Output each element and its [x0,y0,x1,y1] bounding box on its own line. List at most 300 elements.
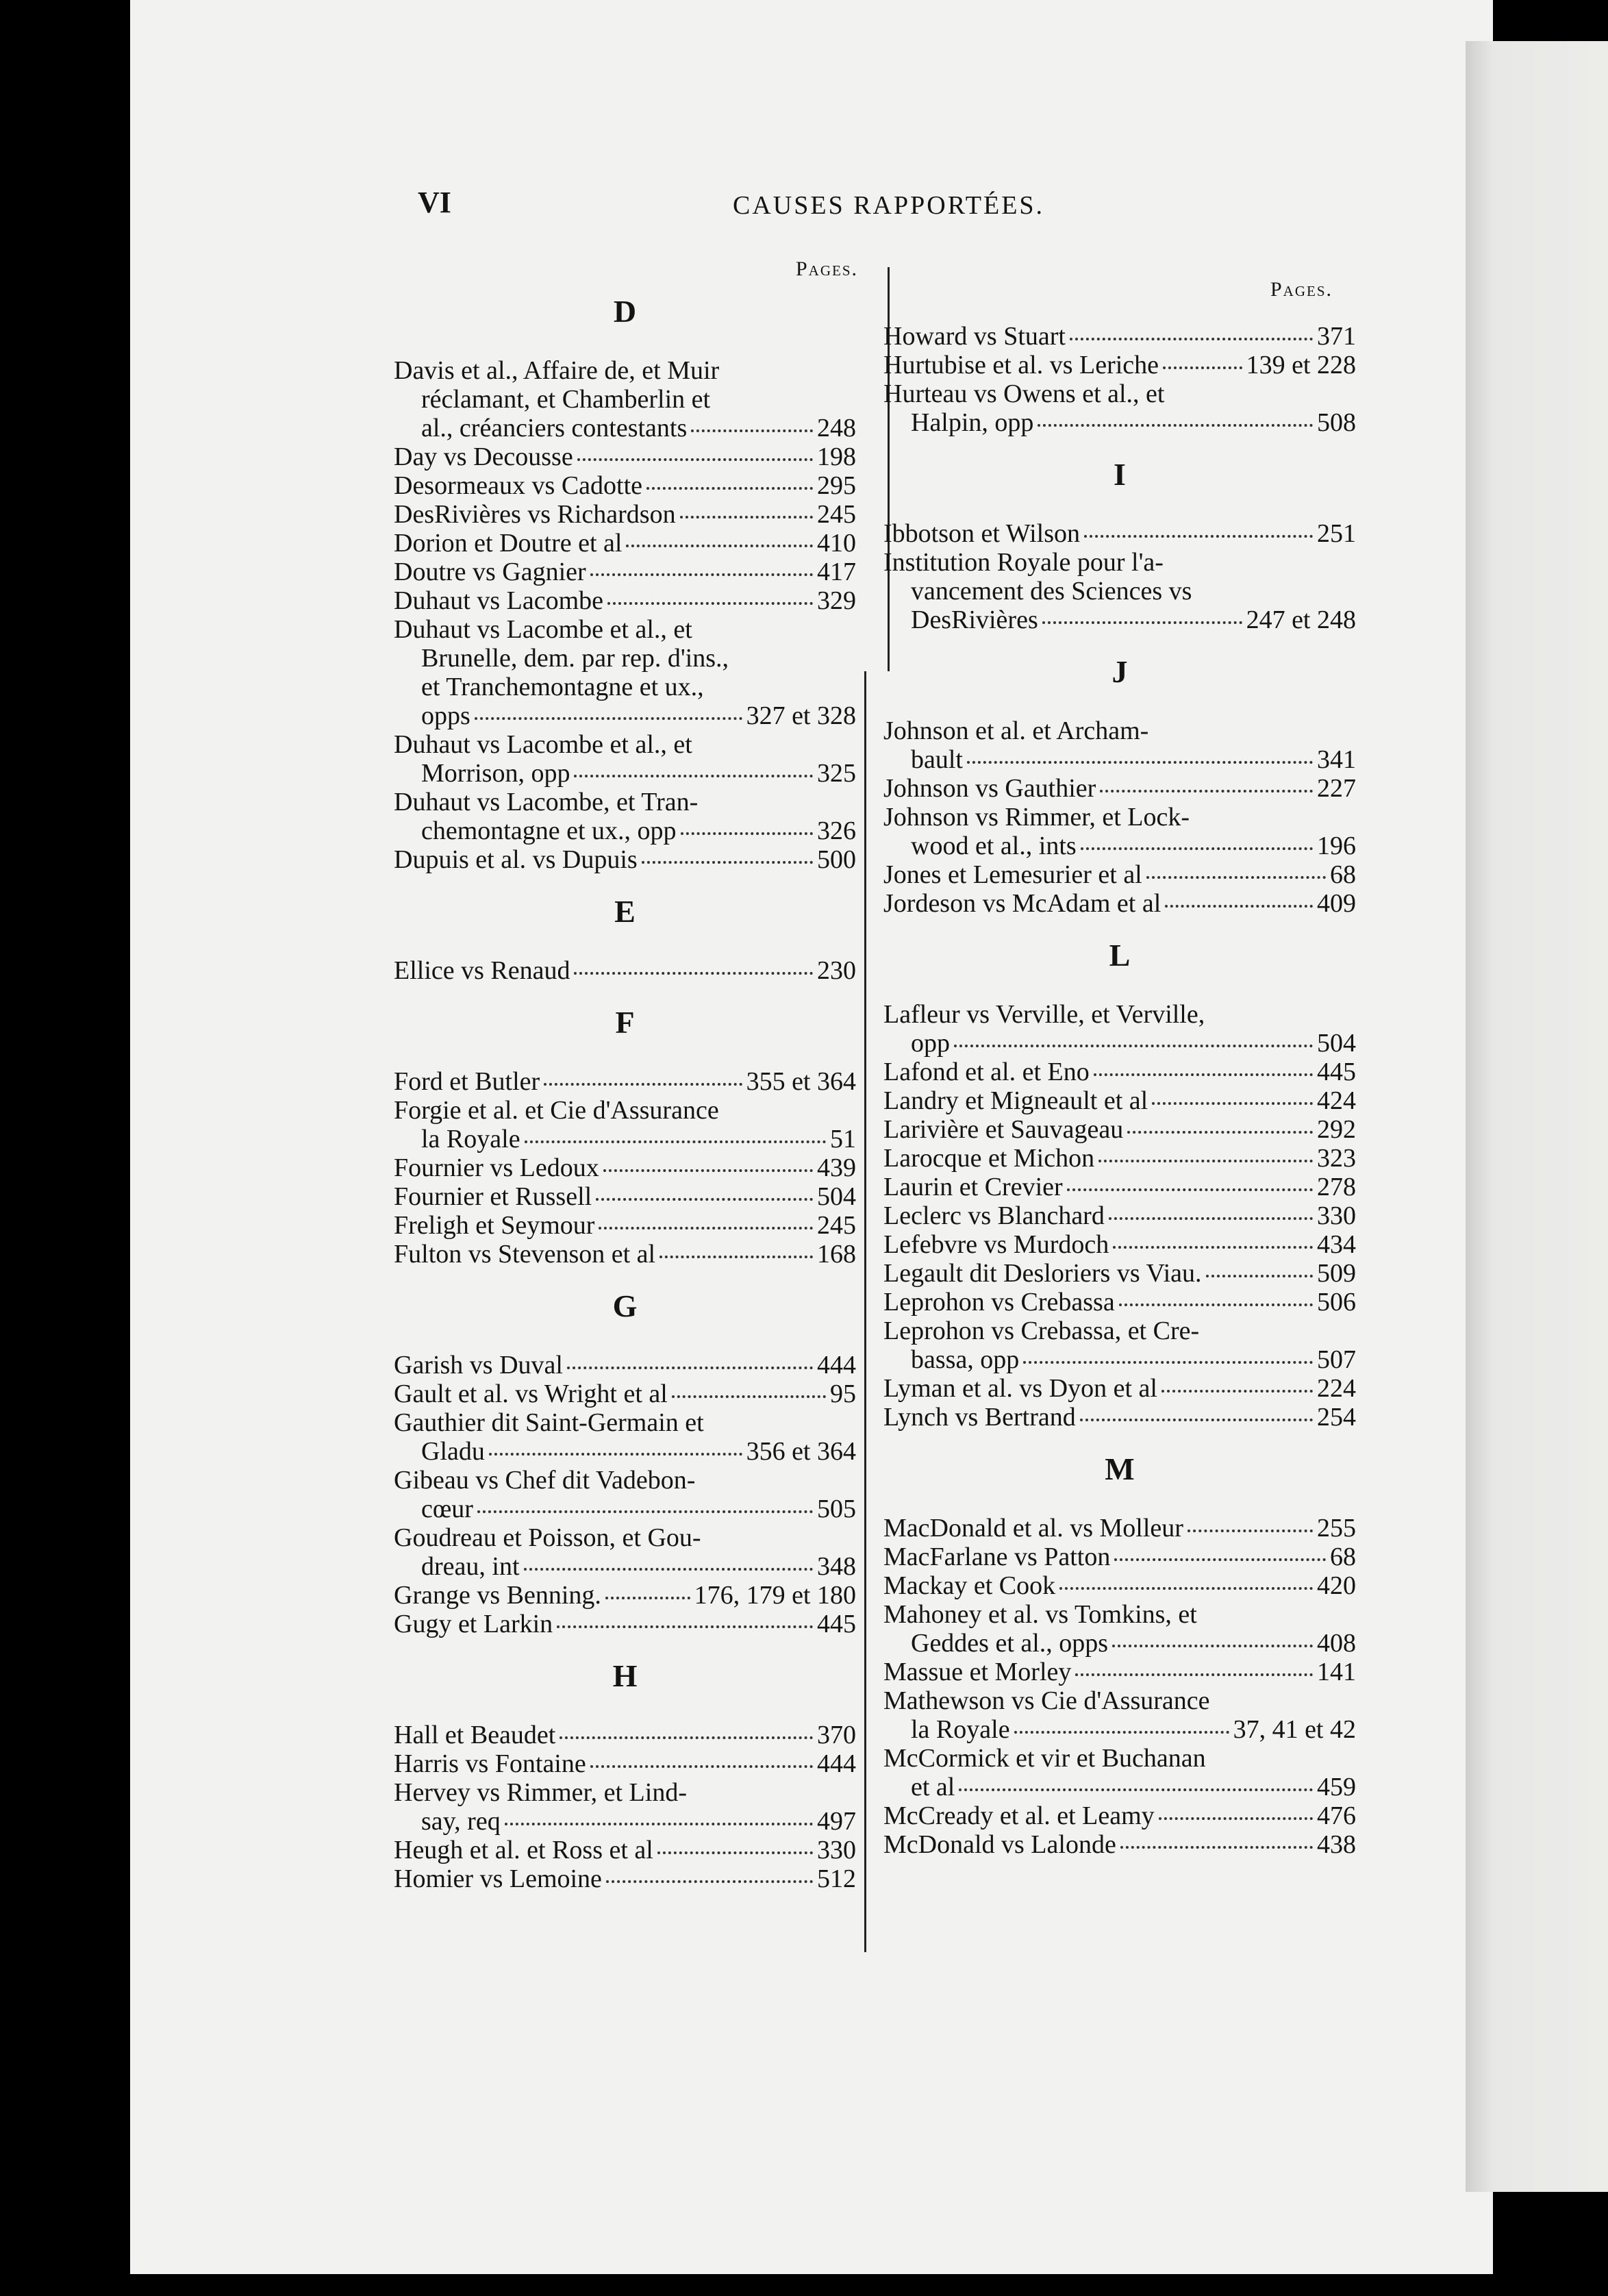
entry-line [883,519,1356,548]
case-name: dreau, int [421,1552,520,1581]
page-number: 278 [1317,1173,1356,1201]
dot-leader [603,1169,813,1172]
dot-leader [606,1880,813,1883]
dot-leader [657,1851,813,1854]
index-entry [883,1086,1356,1115]
page-number: 371 [1317,322,1356,351]
entry-line [883,1374,1356,1403]
entry-line [394,385,856,414]
index-entry [394,1240,856,1269]
page-number: 323 [1317,1144,1356,1173]
page-number: 176, 179 et 180 [694,1581,856,1610]
case-name: bassa, opp [911,1345,1020,1374]
entry-line [394,1495,856,1523]
case-name: Johnson vs Gauthier [883,774,1096,803]
page-number: 410 [817,529,856,558]
page-number: 408 [1317,1629,1356,1658]
dot-leader [1084,535,1313,538]
entry-line [883,774,1356,803]
index-entry [394,1610,856,1638]
case-name: Gault et al. vs Wright et al [394,1380,668,1408]
dot-leader [1042,621,1242,624]
entry-line [883,745,1356,774]
entry-line [883,1259,1356,1288]
dot-leader [1038,424,1313,427]
case-name: Dupuis et al. vs Dupuis [394,845,638,874]
entry-line [883,1201,1356,1230]
case-name: Legault dit Desloriers vs Viau. [883,1259,1202,1288]
index-entry [394,558,856,586]
page-number: 509 [1317,1259,1356,1288]
index-entry [883,1173,1356,1201]
index-entry [394,1351,856,1380]
index-entry [394,529,856,558]
case-name: Day vs Decousse [394,442,573,471]
page-number: 409 [1317,889,1356,918]
entry-line [883,1715,1356,1744]
page-number: 248 [817,414,856,442]
index-entry [394,1581,856,1610]
entry-line [394,845,856,874]
entry-line [883,1115,1356,1144]
case-name: McCormick et vir et Buchanan [883,1744,1206,1773]
page-number: 438 [1317,1830,1356,1859]
index-entry [883,1403,1356,1432]
index-section [883,322,1356,437]
entry-line [394,1807,856,1836]
case-name: Jones et Lemesurier et al [883,860,1142,889]
case-name: Leprohon vs Crebassa, et Cre- [883,1317,1200,1345]
case-name: Gugy et Larkin [394,1610,553,1638]
entry-line [883,1086,1356,1115]
page-number: 329 [817,586,856,615]
index-entry [883,716,1356,774]
index-section [394,1721,856,1893]
index-entry [394,586,856,615]
case-name: Landry et Migneault et al [883,1086,1148,1115]
case-name: McDonald vs Lalonde [883,1830,1116,1859]
case-name: opp [911,1029,950,1058]
case-name: Leclerc vs Blanchard [883,1201,1105,1230]
entry-line [883,1773,1356,1801]
dot-leader [672,1395,826,1398]
case-name: la Royale [911,1715,1010,1744]
entry-line [394,1380,856,1408]
section-letter-g: G [612,1288,638,1323]
index-entry [394,1408,856,1466]
entry-line [394,1581,856,1610]
case-name: Ellice vs Renaud [394,956,570,985]
case-name: bault [911,745,963,774]
dot-leader [681,832,813,835]
entry-line [394,1864,856,1893]
case-name: réclamant, et Chamberlin et [421,385,711,414]
page-number: 230 [817,956,856,985]
entry-line [394,644,856,673]
index-entry [394,1211,856,1240]
index-entry [394,1749,856,1778]
case-name: DesRivières vs Richardson [394,500,676,529]
page-number: 508 [1317,408,1356,437]
index-entry [883,1259,1356,1288]
entry-line [883,606,1356,634]
entry-line [883,548,1356,577]
index-entry [394,1153,856,1182]
index-entry [883,1374,1356,1403]
dot-leader [1163,366,1242,369]
page-number: 505 [817,1495,856,1523]
entry-line [883,803,1356,832]
index-entry [883,1514,1356,1543]
dot-leader [1075,1673,1313,1676]
dot-leader [1081,847,1313,850]
dot-leader [659,1256,813,1258]
entry-line [883,1345,1356,1374]
pages-label-right: Pages. [1270,278,1333,301]
page-number: 227 [1317,774,1356,803]
case-name: DesRivières [911,606,1038,634]
entry-line [394,1749,856,1778]
page-number: 51 [830,1125,856,1153]
dot-leader [967,761,1313,764]
case-name: Mathewson vs Cie d'Assurance [883,1686,1210,1715]
case-name: Leprohon vs Crebassa [883,1288,1115,1317]
entry-line [394,788,856,816]
index-entry [883,1144,1356,1173]
dot-leader [577,458,813,461]
entry-line [394,1240,856,1269]
entry-line [883,1629,1356,1658]
case-name: Duhaut vs Lacombe, et Tran- [394,788,699,816]
dot-leader [646,487,813,490]
page-number: 348 [817,1552,856,1581]
dot-leader [1152,1102,1313,1105]
index-entry [883,1000,1356,1058]
dot-leader [599,1227,813,1230]
entry-line [883,322,1356,351]
case-name: et Tranchemontagne et ux., [421,673,704,701]
column-rule-lower [864,671,866,1952]
index-entry [883,1230,1356,1259]
dot-leader [574,775,813,777]
index-entry [394,1864,856,1893]
entry-line [394,500,856,529]
page-number: 439 [817,1153,856,1182]
entry-line [883,1801,1356,1830]
page-number: 95 [830,1380,856,1408]
index-entry [883,889,1356,918]
dot-leader [1098,1160,1313,1162]
page-number: 255 [1317,1514,1356,1543]
dot-leader [1159,1817,1313,1820]
dot-leader [560,1736,813,1739]
dot-leader [1070,338,1313,340]
page-number: 424 [1317,1086,1356,1115]
case-name: MacDonald et al. vs Molleur [883,1514,1183,1543]
entry-line [883,1173,1356,1201]
dot-leader [1014,1731,1229,1734]
page-number: 245 [817,1211,856,1240]
facing-page-edge [1466,41,1608,2192]
index-entry [394,956,856,985]
case-name: Goudreau et Poisson, et Gou- [394,1523,701,1552]
page-number: 224 [1317,1374,1356,1403]
section-letter-f: F [615,1005,635,1040]
case-name: Dorion et Doutre et al [394,529,623,558]
page-number: 444 [817,1749,856,1778]
page-number: 444 [817,1351,856,1380]
page-number: 476 [1317,1801,1356,1830]
case-name: vancement des Sciences vs [911,577,1192,606]
case-name: Ford et Butler [394,1067,540,1096]
case-name: Jordeson vs McAdam et al [883,889,1161,918]
index-section [394,1351,856,1638]
entry-line [394,1182,856,1211]
index-entry [394,730,856,788]
entry-line [883,1744,1356,1773]
index-entry [394,1523,856,1581]
case-name: cœur [421,1495,473,1523]
index-section [394,1067,856,1269]
index-entry [394,615,856,730]
dot-leader [1127,1131,1313,1134]
page-number: 506 [1317,1288,1356,1317]
index-entry [883,1201,1356,1230]
dot-leader [1113,1246,1313,1249]
dot-leader [1161,1390,1313,1393]
case-name: Gauthier dit Saint-Germain et [394,1408,704,1437]
case-name: Freligh et Seymour [394,1211,595,1240]
case-name: Mackay et Cook [883,1571,1056,1600]
index-entry [394,1067,856,1096]
entry-line [394,1153,856,1182]
entry-line [394,1067,856,1096]
entry-line [394,816,856,845]
page-number: 141 [1317,1658,1356,1686]
case-name: Fournier vs Ledoux [394,1153,599,1182]
dot-leader [1165,905,1313,908]
dot-leader [557,1625,813,1628]
dot-leader [1067,1188,1313,1191]
entry-line [883,1658,1356,1686]
page-number: 247 et 248 [1246,606,1356,634]
page-number: 325 [817,759,856,788]
page-number: 295 [817,471,856,500]
entry-line [883,379,1356,408]
page-number: 68 [1330,1543,1356,1571]
case-name: et al [911,1773,955,1801]
page-number: 245 [817,500,856,529]
index-entry [883,803,1356,860]
case-name: opps [421,701,470,730]
index-section [394,356,856,874]
case-name: Gladu [421,1437,485,1466]
section-letter-d: D [613,294,637,329]
entry-line [394,1523,856,1552]
dot-leader [1112,1645,1313,1647]
entry-line [394,414,856,442]
dot-leader [642,861,813,864]
entry-line [883,860,1356,889]
index-section [883,1514,1356,1859]
entry-line [883,1403,1356,1432]
entry-line [394,356,856,385]
page-number: 196 [1317,832,1356,860]
dot-leader [567,1367,813,1369]
dot-leader [626,545,813,547]
case-name: Laurin et Crevier [883,1173,1063,1201]
index-entry [883,322,1356,351]
section-letter-m: M [1105,1451,1135,1486]
case-name: Mahoney et al. vs Tomkins, et [883,1600,1197,1629]
dot-leader [680,516,813,519]
entry-line [394,730,856,759]
case-name: Johnson vs Rimmer, et Lock- [883,803,1190,832]
index-entry [394,500,856,529]
index-entry [394,1380,856,1408]
section-letter-j: J [1111,654,1128,689]
dot-leader [1094,1073,1313,1076]
page-number: 370 [817,1721,856,1749]
case-name: Duhaut vs Lacombe [394,586,604,615]
entry-line [394,1836,856,1864]
case-name: Lefebvre vs Murdoch [883,1230,1109,1259]
entry-line [394,1721,856,1749]
entry-line [394,586,856,615]
index-section [883,1000,1356,1432]
entry-line [394,1552,856,1581]
dot-leader [590,573,813,576]
case-name: Harris vs Fontaine [394,1749,586,1778]
case-name: Johnson et al. et Archam- [883,716,1149,745]
entry-line [394,701,856,730]
entry-line [394,956,856,985]
page-number: 420 [1317,1571,1356,1600]
entry-line [394,558,856,586]
index-entry [883,1830,1356,1859]
dot-leader [574,972,813,975]
index-entry [883,860,1356,889]
entry-line [394,759,856,788]
column-right [883,322,1356,1859]
index-entry [883,1288,1356,1317]
entry-line [883,1543,1356,1571]
dot-leader [959,1788,1313,1791]
dot-leader [544,1083,742,1086]
case-name: Fulton vs Stevenson et al [394,1240,656,1269]
dot-leader [1109,1217,1313,1220]
case-name: al., créanciers contestants [421,414,688,442]
index-entry [394,471,856,500]
index-entry [394,1096,856,1153]
dot-leader [1023,1361,1313,1364]
index-entry [394,356,856,442]
case-name: Howard vs Stuart [883,322,1066,351]
case-name: Larivière et Sauvageau [883,1115,1124,1144]
page-number: 139 et 228 [1246,351,1356,379]
entry-line [883,1029,1356,1058]
page-number: 355 et 364 [746,1067,856,1096]
dot-leader [1206,1275,1313,1277]
section-letter-l: L [1109,938,1131,973]
entry-line [394,1466,856,1495]
index-entry [883,1658,1356,1686]
index-entry [883,1543,1356,1571]
case-name: Desormeaux vs Cadotte [394,471,643,500]
case-name: Lafond et al. et Eno [883,1058,1090,1086]
entry-line [883,1230,1356,1259]
page-number: 330 [817,1836,856,1864]
entry-line [883,716,1356,745]
entry-line [394,1437,856,1466]
page-number: 504 [817,1182,856,1211]
dot-leader [1119,1303,1313,1306]
page-number: 500 [817,845,856,874]
dot-leader [605,1597,690,1599]
page-number: 37, 41 et 42 [1233,1715,1356,1744]
dot-leader [1188,1530,1313,1532]
case-name: Larocque et Michon [883,1144,1095,1173]
case-name: Davis et al., Affaire de, et Muir [394,356,720,385]
page-number: 434 [1317,1230,1356,1259]
page-number: 504 [1317,1029,1356,1058]
index-entry [394,1836,856,1864]
index-entry [394,442,856,471]
entry-line [394,615,856,644]
index-entry [394,1778,856,1836]
dot-leader [477,1510,813,1513]
dot-leader [1080,1419,1313,1421]
page-number: 341 [1317,745,1356,774]
entry-line [883,1317,1356,1345]
entry-line [394,673,856,701]
case-name: Garish vs Duval [394,1351,563,1380]
entry-line [394,1125,856,1153]
case-name: Homier vs Lemoine [394,1864,602,1893]
case-name: Doutre vs Gagnier [394,558,586,586]
index-entry [394,1466,856,1523]
entry-line [394,1778,856,1807]
case-name: Hall et Beaudet [394,1721,556,1749]
case-name: chemontagne et ux., opp [421,816,677,845]
entry-line [883,1000,1356,1029]
page-number: 512 [817,1864,856,1893]
index-entry [883,1600,1356,1658]
page-number: 497 [817,1807,856,1836]
entry-line [394,1211,856,1240]
page-number: 356 et 364 [746,1437,856,1466]
section-letter-e: E [614,894,636,929]
entry-line [394,1610,856,1638]
entry-line [883,1830,1356,1859]
case-name: McCready et al. et Leamy [883,1801,1155,1830]
page-number: 68 [1330,860,1356,889]
entry-line [394,1096,856,1125]
index-section [394,956,856,985]
entry-line [883,1571,1356,1600]
index-entry [883,351,1356,379]
dot-leader [525,1140,826,1143]
index-entry [883,774,1356,803]
dot-leader [1114,1558,1326,1561]
dot-leader [590,1765,813,1768]
case-name: Hurteau vs Owens et al., et [883,379,1165,408]
page-number: 251 [1317,519,1356,548]
index-entry [883,1058,1356,1086]
index-entry [883,379,1356,437]
page-number: 459 [1317,1773,1356,1801]
index-entry [883,519,1356,548]
